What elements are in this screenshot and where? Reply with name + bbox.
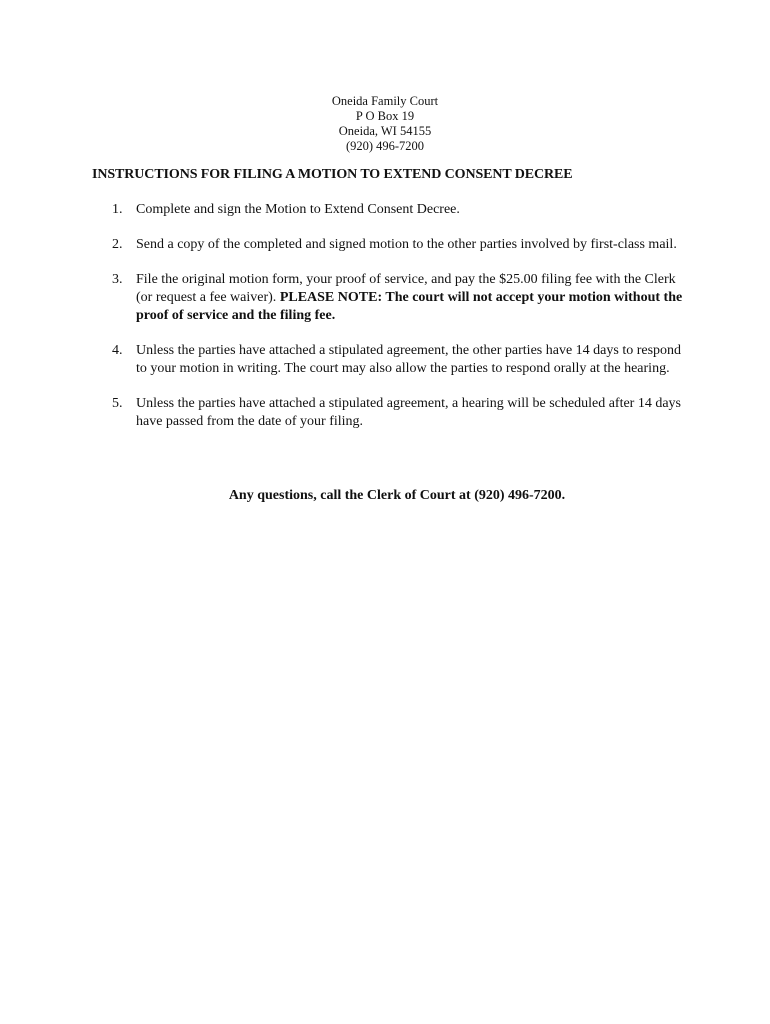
instruction-step-3 (92, 271, 692, 325)
document-title: INSTRUCTIONS FOR FILING A MOTION TO EXTEND CONSENT DECREE (92, 167, 573, 182)
court-phone: (920) 496-7200 (345, 139, 425, 153)
closing-contact-line: Any questions, call the Clerk of Court at (920) 496-7200. (228, 488, 566, 503)
step-number: 5. (112, 396, 123, 411)
court-city-state-zip: Oneida, WI 54155 (338, 124, 432, 138)
court-header (0, 94, 770, 154)
step-number: 1. (112, 202, 123, 217)
step-number: 3. (112, 272, 123, 287)
court-po-box: P O Box 19 (355, 109, 415, 123)
step-text: Unless the parties have attached a stipulated agreement, a hearing will be scheduled after 14 days have passed from the date of your filing. (136, 396, 682, 429)
court-name: Oneida Family Court (331, 94, 439, 108)
step-note-bold: PLEASE NOTE: The court will not accept your motion without the proof of service and the filing fee. (136, 290, 683, 323)
step-number: 4. (112, 343, 123, 358)
instruction-step-2 (92, 236, 692, 254)
instruction-step-1 (92, 201, 692, 219)
step-text: Send a copy of the completed and signed motion to the other parties involved by first-class mail. (136, 237, 677, 252)
step-number: 2. (112, 237, 123, 252)
instruction-steps (92, 201, 692, 448)
step-text: File the original motion form, your proof of service, and pay the $25.00 filing fee with the Clerk (or request a fee waiver). (136, 272, 676, 305)
instruction-step-4 (92, 342, 692, 378)
step-text: Complete and sign the Motion to Extend Consent Decree. (136, 202, 460, 217)
instruction-step-5 (92, 395, 692, 431)
step-text: Unless the parties have attached a stipulated agreement, the other parties have 14 days to respond to your motion in writing. The court may also allow the parties to respond orally at the hearing. (136, 343, 682, 376)
